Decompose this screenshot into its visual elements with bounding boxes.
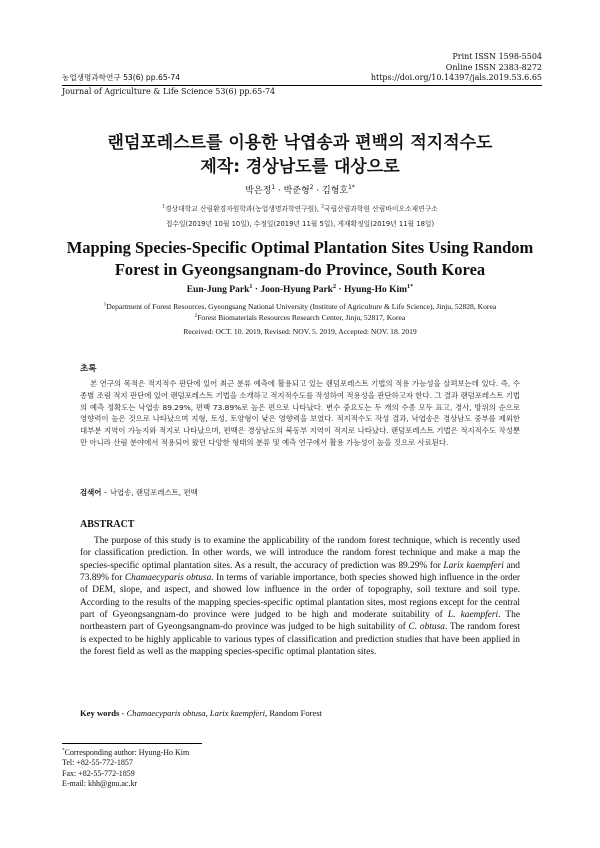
authors-ko: 박은정$^1$ · 박준형$^2$ · 김형호$^{1*}$ (245, 185, 355, 196)
dates-ko: 접수일(2019년 10월 10일), 수정일(2019년 11월 5일), 게재확정일(2019년 11월 18일) (165, 220, 435, 228)
authors-en: Eun-Jung Park$^1$ · Joon-Hyung Park$^2$ · Hyung-Ho Kim$^{1*}$ (186, 283, 414, 295)
author-ko: 박은정 (245, 186, 272, 196)
author-en: Eun-Jung Park (186, 285, 250, 295)
affiliation-en-2: $^2$Forest Biomaterials Resources Research Center, Jinju, 52817, Korea (194, 312, 406, 322)
corresponding-author: *Corresponding author: Hyung-Ho Kim (62, 747, 190, 757)
author-en: Hyung-Ho Kim (343, 285, 408, 295)
journal-ko: 농업생명과학연구 53(6) pp.65-74 (62, 73, 181, 82)
footnote-rule (62, 743, 202, 744)
online-issn: Online ISSN 2383-8272 (445, 62, 542, 72)
doi-link[interactable]: https://doi.org/10.14397/jals.2019.53.6.65 (370, 73, 542, 82)
keywords-label-ko: 검색어 (80, 488, 102, 497)
email[interactable]: E-mail: khh@gnu.ac.kr (62, 779, 138, 789)
affiliations-en (40, 302, 560, 323)
author-ko: 김형호 (322, 186, 349, 196)
abstract-heading-ko: 초록 (80, 364, 97, 374)
dates-en: Received: OCT. 10. 2019, Revised: NOV. 5. 2019, Accepted: NOV. 18. 2019 (183, 327, 417, 336)
issn-block (446, 52, 542, 73)
abstract-ko: 본 연구의 목적은 적지적수 판단에 있어 최근 분류 예측에 활용되고 있는 랜덤포레스트 기법의 적용 가능성을 살펴보는데 있다. 즉, 수종별 조림 적지 판단에 있어 랜덤포레스트 기법을 소개하고 적지적수도를 작성하여 적용성을 판단하고자 한다. 그 결과 랜덤포레스트 기법의 예측 정확도는 낙엽송 89.29%, 편백 73.89%로 높은 편으로 나타났다. 변수 중요도는 두 개의 수종 모두 표고, 경사, 방위의 순으로 영향력이 높은 것으로 나타났으며 지형, 토성, 토양형이 낮은 영향력을 보였다. 적지적수도 작성 결과, 낙엽송은 경상남도 중부를 제외한 대부분 지역이 가능지와 적지로 나타났으며, 편백은 경상남도의 북동부 지역이 적지로 나타났다. 랜덤포레스트 기법은 적지적수도 작성뿐만 아니라 산림 분야에서 적용되어 왔던 다양한 형태의 분류 및 예측 연구에서 활용 가능성이 높을 것으로 사료된다. (80, 379, 520, 447)
author-en: Joon-Hyung Park (260, 285, 333, 295)
tel: Tel: +82-55-772-1857 (62, 758, 133, 768)
author-ko: 박준형 (283, 186, 310, 196)
keywords-ko: 검색어 – 낙엽송, 랜덤포레스트, 편백 (80, 488, 198, 497)
keywords-en: Key words - Chamaecyparis obtusa, Larix kaempferi, Random Forest (80, 708, 323, 718)
footnote (62, 748, 189, 790)
affiliation-en-1: $^1$Department of Forest Resources, Gyeongsang National University (Institute of Agriculture & Life Science), Jinju, 52828, Korea (103, 302, 497, 311)
title-en-line2: Forest in Gyeongsangnam-do Province, South Korea (114, 260, 486, 279)
header-rule (62, 85, 542, 86)
affiliations-ko: $^1$경상대학교 산림환경자원학과(농업생명과학연구원), $^2$국립산림과학원 산림바이오소재연구소 (162, 204, 438, 213)
print-issn: Print ISSN 1598-5504 (452, 52, 542, 61)
title-ko-line2: 제작: 경상남도를 대상으로 (200, 157, 400, 177)
title-ko (40, 131, 560, 179)
keywords-label-en: Key words (80, 708, 120, 718)
title-en-line1: Mapping Species-Specific Optimal Plantation Sites Using Random (66, 238, 534, 257)
abstract-heading-en: ABSTRACT (80, 519, 135, 530)
journal-en: Journal of Agriculture & Life Science 53(6) pp.65-74 (62, 87, 276, 96)
fax: Fax: +82-55-772-1859 (62, 768, 135, 778)
title-ko-line1: 랜덤포레스트를 이용한 낙엽송과 편백의 적지적수도 (107, 133, 493, 153)
abstract-en: The purpose of this study is to examine the applicability of the random forest technique, which is recently used for classification prediction. In other words, we will introduce the random forest technique and make a map the species-specific optimal plantation sites. As a result, the accuracy of prediction was 89.29% for Larix kaempferi and 73.89% for Chamaecyparis obtusa. In terms of variable importance, both species showed high influence in the order of DEM, slope, and aspect, and showed low influence in the order of topography, soil texture and soil type. According to the results of the mapping species-specific optimal plantation sites, most regions except for the central part of Gyeongsangnam-do province were judged to be high and moderate suitability of L. kaempferi. The northeastern part of Gyeongsangnam-do province was judged to be high suitability of C. obtusa. The random forest is expected to be highly applicable to various types of classification and prediction studies that have been applied in the forest field as well as the mapping species-specific optimal plantation sites. (80, 536, 521, 658)
title-en (40, 237, 560, 281)
